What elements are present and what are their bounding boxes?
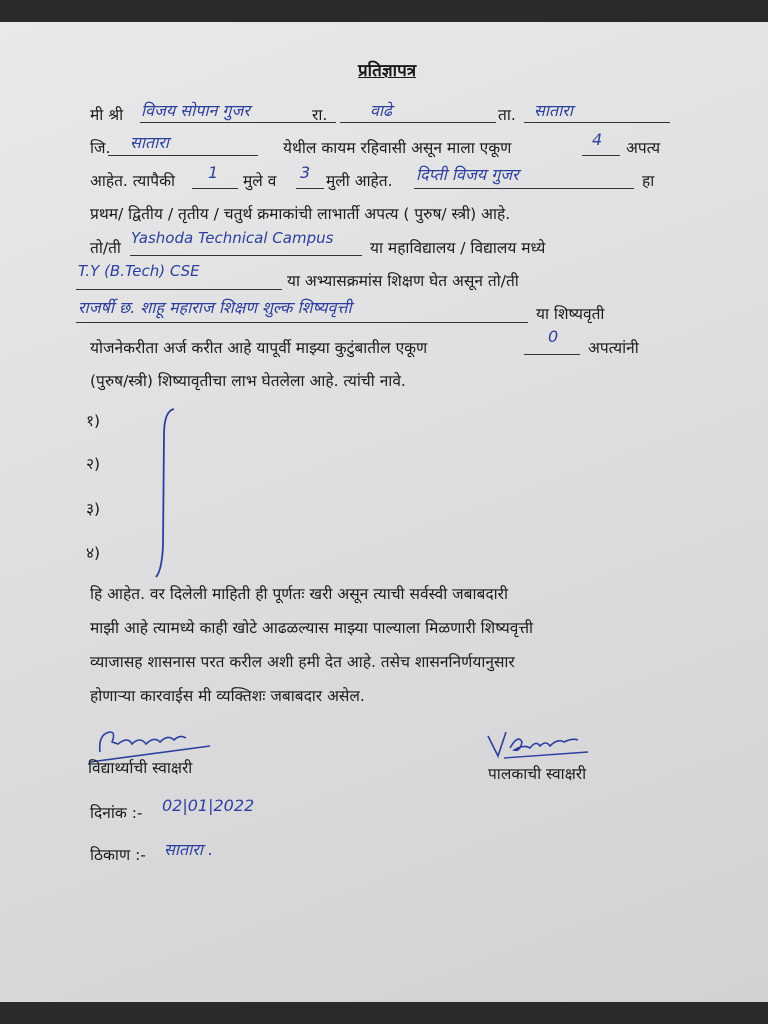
course-value: T.Y (B.Tech) CSE xyxy=(78,262,200,280)
declaration-line-3: व्याजासह शासनास परत करील अशी हमी देत आहे. तसेच शासननिर्णयानुसार xyxy=(90,653,515,671)
name-value: विजय सोपान गुजर xyxy=(141,101,250,120)
residence-text: येथील कायम रहिवासी असून माला एकूण xyxy=(283,139,512,157)
daughters-label: मुली आहेत. xyxy=(326,172,393,190)
declaration-line-4: होणाऱ्या कारवाईस मी व्यक्तिशः जबाबदार असेल. xyxy=(90,687,365,705)
scheme-underline xyxy=(76,322,528,323)
scheme-suffix: या शिष्यवृती xyxy=(536,305,605,323)
village-underline xyxy=(340,122,496,123)
course-underline xyxy=(76,289,282,290)
parent-signature-label: पालकाची स्वाक्षरी xyxy=(488,765,587,783)
list-number-4: ४) xyxy=(86,544,101,562)
college-prefix: तो/ती xyxy=(90,239,121,257)
children-prefix: आहेत. त्यापैकी xyxy=(90,172,175,190)
prior-count-value: 0 xyxy=(548,327,559,346)
sons-value: 1 xyxy=(208,163,219,182)
place-value: सातारा . xyxy=(164,840,214,859)
taluka-value: सातारा xyxy=(534,101,573,120)
taluka-underline xyxy=(524,122,670,123)
children-total-value: 4 xyxy=(592,130,603,149)
daughters-underline xyxy=(296,188,324,189)
village-value: वाढे xyxy=(370,101,393,120)
sons-underline xyxy=(192,188,238,189)
names-intro-text: (पुरुष/स्त्री) शिष्यावृतीचा लाभ घेतलेला आहे. त्यांची नावे. xyxy=(90,372,406,390)
name-prefix: मी श्री xyxy=(90,106,124,124)
college-suffix: या महाविद्यालय / विद्यालय मध्ये xyxy=(370,239,546,257)
course-suffix: या अभ्यासक्रमांस शिक्षण घेत असून तो/ती xyxy=(287,272,519,290)
sons-label: मुले व xyxy=(243,172,277,190)
daughters-value: 3 xyxy=(300,163,311,182)
district-label: जि. xyxy=(90,139,111,157)
date-value: 02|01|2022 xyxy=(162,796,255,815)
empty-list-bracket xyxy=(150,405,180,580)
college-underline xyxy=(130,255,362,256)
district-value: सातारा xyxy=(130,133,169,152)
date-label: दिनांक :- xyxy=(90,804,143,822)
college-value: Yashoda Technical Campus xyxy=(131,229,334,247)
children-suffix: अपत्य xyxy=(626,139,661,157)
district-underline xyxy=(108,155,258,156)
name-underline xyxy=(140,122,336,123)
taluka-label: ता. xyxy=(498,106,516,124)
village-label: रा. xyxy=(312,106,328,124)
student-name-value: दिप्ती विजय गुजर xyxy=(416,165,519,184)
page-title: प्रतिज्ञापत्र xyxy=(358,61,417,81)
prior-beneficiaries-text: योजनेकरीता अर्ज करीत आहे यापूर्वी माझ्या कुटुंबातील एकूण xyxy=(90,339,428,357)
list-number-1: १) xyxy=(86,412,101,430)
children-total-underline xyxy=(582,155,620,156)
prior-count-underline xyxy=(524,354,580,355)
list-number-2: २) xyxy=(86,455,101,473)
prior-count-suffix: अपत्यांनी xyxy=(588,339,639,357)
student-name-underline xyxy=(414,188,634,189)
student-signature-label: विद्यार्थ्याची स्वाक्षरी xyxy=(88,759,193,777)
student-suffix: हा xyxy=(642,172,655,190)
place-label: ठिकाण :- xyxy=(90,846,146,864)
scheme-value: राजर्षी छ. शाहू महाराज शिक्षण शुल्क शिष्यवृत्ती xyxy=(78,298,352,317)
list-number-3: ३) xyxy=(86,500,101,518)
parent-signature xyxy=(484,728,594,762)
declaration-line-1: हि आहेत. वर दिलेली माहिती ही पूर्णतः खरी असून त्याची सर्वस्वी जबाबदारी xyxy=(90,585,508,603)
declaration-line-2: माझी आहे त्यामध्ये काही खोटे आढळल्यास माझ्या पाल्याला मिळणारी शिष्यवृत्ती xyxy=(90,619,534,637)
birth-order-text: प्रथम/ द्वितीय / तृतीय / चतुर्थ क्रमाकांची लाभार्ती अपत्य ( पुरुष/ स्त्री) आहे. xyxy=(90,205,511,223)
